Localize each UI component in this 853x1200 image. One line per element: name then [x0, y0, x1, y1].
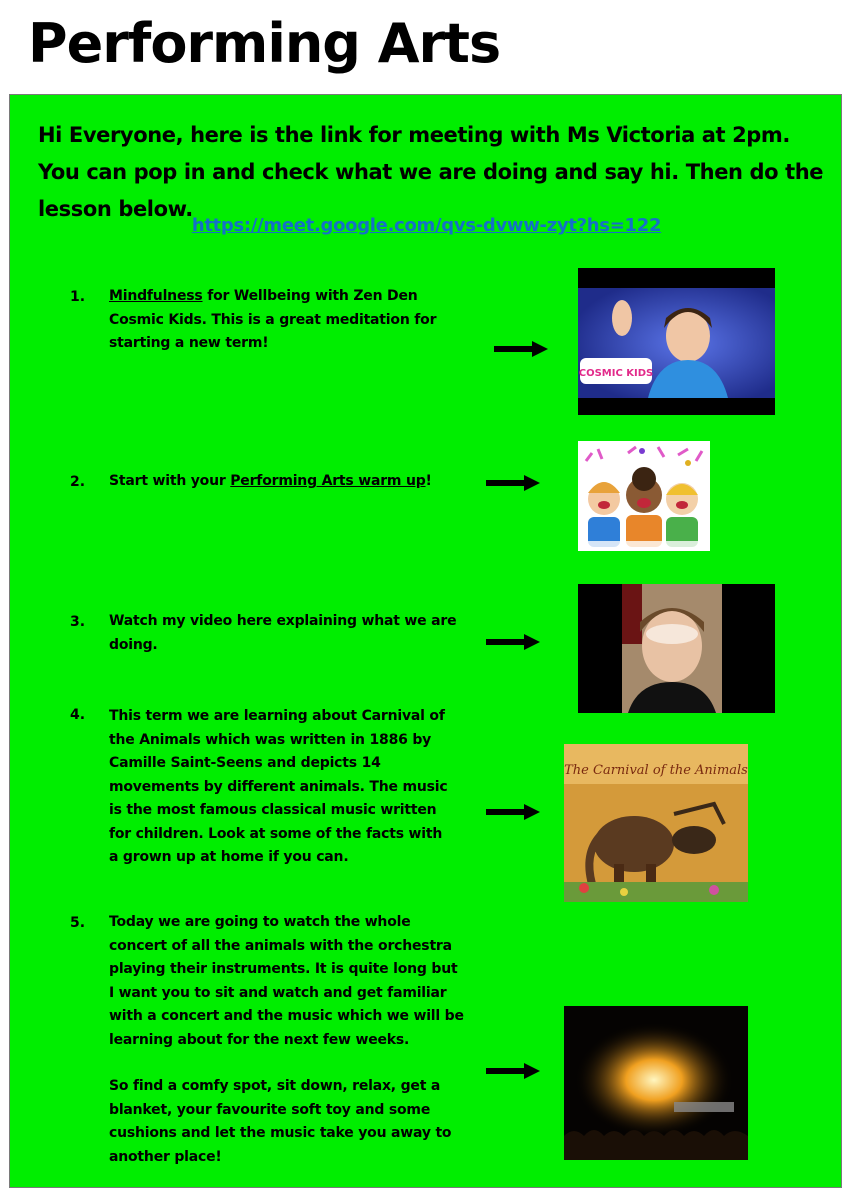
- step-4-number: 4.: [70, 707, 86, 723]
- teacher-video-thumbnail[interactable]: [578, 584, 775, 713]
- lesson-panel: [9, 94, 842, 1188]
- arrow-right-icon: [486, 804, 540, 820]
- arrow-right-icon: [486, 1063, 540, 1079]
- cosmic-kids-video-thumbnail[interactable]: [578, 268, 775, 415]
- step-3-number: 3.: [70, 614, 86, 630]
- step-2-number: 2.: [70, 474, 86, 490]
- step-3-text: Watch my video here explaining what we are doing.: [109, 613, 457, 653]
- step-5-body: Today we are going to watch the whole concert of all the animals with the orchestra playing their instruments. It is quite long but I want you to sit and watch and get familiar with a concert and the music which we will be learning about for the next few weeks.: [109, 914, 464, 1048]
- page-title: Performing Arts: [28, 12, 501, 75]
- step-1-text: [109, 285, 469, 356]
- carnival-book-cover-thumbnail[interactable]: [564, 744, 748, 902]
- cosmic-kids-logo-text: COSMIC KIDS: [578, 368, 654, 379]
- intro-text: Hi Everyone, here is the link for meeting with Ms Victoria at 2pm. You can pop in and check what we are doing and say hi. Then do the lesson below.: [38, 123, 824, 221]
- step-2-text: Start with your Performing Arts warm up!: [109, 473, 432, 489]
- step-1-body: for Wellbeing with Zen Den Cosmic Kids. This is a great meditation for starting a new term!: [109, 288, 437, 351]
- arrow-right-icon: [494, 341, 548, 357]
- step-4-text: This term we are learning about Carnival of the Animals which was written in 1886 by Camille Saint-Seens and depicts 14 movements by different animals. The music is the most famous classical music written for children. Look at some of the facts with a grown up at home if you can.: [109, 708, 448, 865]
- book-title-text: The Carnival of the Animals: [564, 763, 748, 778]
- meet-link[interactable]: https://meet.google.com/qvs-dvww-zyt?hs=122: [191, 215, 662, 236]
- step-5-text: [109, 911, 464, 1169]
- step-5-number: 5.: [70, 915, 86, 931]
- step-5-body-2: So find a comfy spot, sit down, relax, get a blanket, your favourite soft toy and some cushions and let the music take you away to another place!: [109, 1078, 452, 1165]
- arrow-right-icon: [486, 475, 540, 491]
- step-1-number: 1.: [70, 289, 86, 305]
- concert-video-thumbnail[interactable]: [564, 1006, 748, 1160]
- warm-up-link[interactable]: Performing Arts warm up: [230, 473, 426, 489]
- arrow-right-icon: [486, 634, 540, 650]
- mindfulness-link[interactable]: Mindfulness: [109, 288, 203, 304]
- singing-children-thumbnail[interactable]: [578, 441, 710, 551]
